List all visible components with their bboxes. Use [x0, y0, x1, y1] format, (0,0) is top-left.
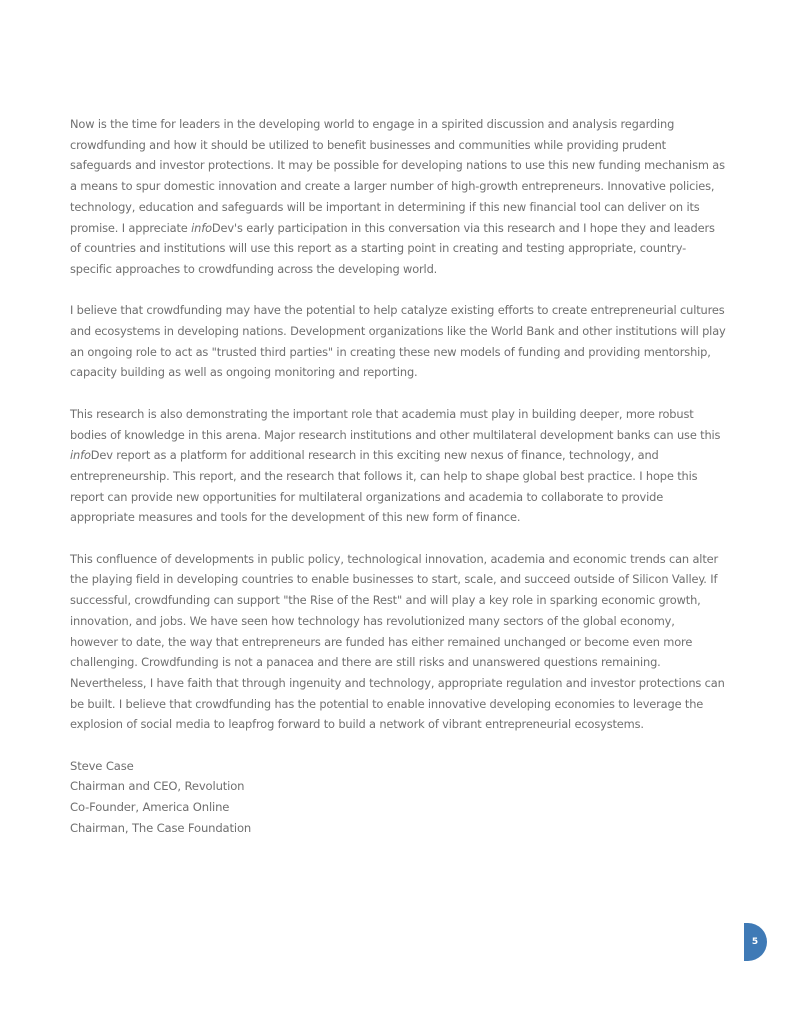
signatory-title: Chairman and CEO, Revolution — [70, 779, 245, 794]
page-number: 5 — [751, 937, 759, 947]
signature-block — [70, 756, 726, 839]
infodev-italic-prefix: info — [191, 220, 212, 235]
signatory-title: Chairman, The Case Foundation — [70, 820, 252, 835]
infodev-italic-prefix: info — [70, 448, 91, 463]
paragraph-text: This confluence of developments in public policy, technological innovation, academia and economic trends can alter the playing field in developing countries to enable businesses to start, scale, and succeed outside of Silicon Valley. If successful, crowdfunding can support "the Rise of the Rest" and will play a key role in sparking economic growth, innovation, and jobs. We have seen how technology has revolutionized many sectors of the global economy, however to date, the way that entrepreneurs are funded has either remained unchanged or become even more challenging. Crowdfunding is not a panacea and there are still risks and unanswered questions remaining. Nevertheless, I have faith that through ingenuity and technology, appropriate regulation and investor protections can be built. I believe that crowdfunding has the potential to enable innovative developing economies to leverage the explosion of social media to leapfrog forward to build a network of vibrant entrepreneurial ecosystems. — [70, 551, 725, 732]
signatory-title: Co-Founder, America Online — [70, 800, 230, 815]
page-number-tab — [744, 923, 767, 961]
paragraph-text: Dev's early participation in this conversation via this research and I hope they and leaders of countries and institutions will use this report as a starting point in creating and testing appropriate, country-specific approaches to crowdfunding across the developing world. — [70, 220, 715, 276]
paragraph-text: Dev report as a platform for additional research in this exciting new nexus of finance, technology, and entrepreneurship. This report, and the research that follows it, can help to shape global best practice. I hope this report can provide new opportunities for multilateral organizations and academia to collaborate to provide appropriate measures and tools for the development of this new form of finance. — [70, 448, 698, 525]
paragraph-text: Now is the time for leaders in the developing world to engage in a spirited discussion and analysis regarding crowdfunding and how it should be utilized to benefit businesses and communities while providing prudent safeguards and investor protections. It may be possible for developing nations to use this new funding mechanism as a means to spur domestic innovation and create a larger number of high-growth entrepreneurs. Innovative policies, technology, education and safeguards will be important in determining if this new financial tool can deliver on its promise. I appreciate — [70, 117, 725, 235]
paragraph — [70, 114, 726, 280]
signatory-name: Steve Case — [70, 758, 134, 773]
paragraph-text: This research is also demonstrating the important role that academia must play in building deeper, more robust bodies of knowledge in this arena. Major research institutions and other multilateral development banks can use this — [70, 406, 721, 442]
paragraph — [70, 549, 726, 735]
paragraph — [70, 300, 726, 383]
paragraph — [70, 404, 726, 528]
paragraph-text: I believe that crowdfunding may have the potential to help catalyze existing efforts to create entrepreneurial cultures and ecosystems in developing nations. Development organizations like the World Bank and other institutions will play an ongoing role to act as "trusted third parties" in creating these new models of funding and providing mentorship, capacity building as well as ongoing monitoring and reporting. — [70, 303, 726, 380]
letter-body — [70, 114, 726, 839]
